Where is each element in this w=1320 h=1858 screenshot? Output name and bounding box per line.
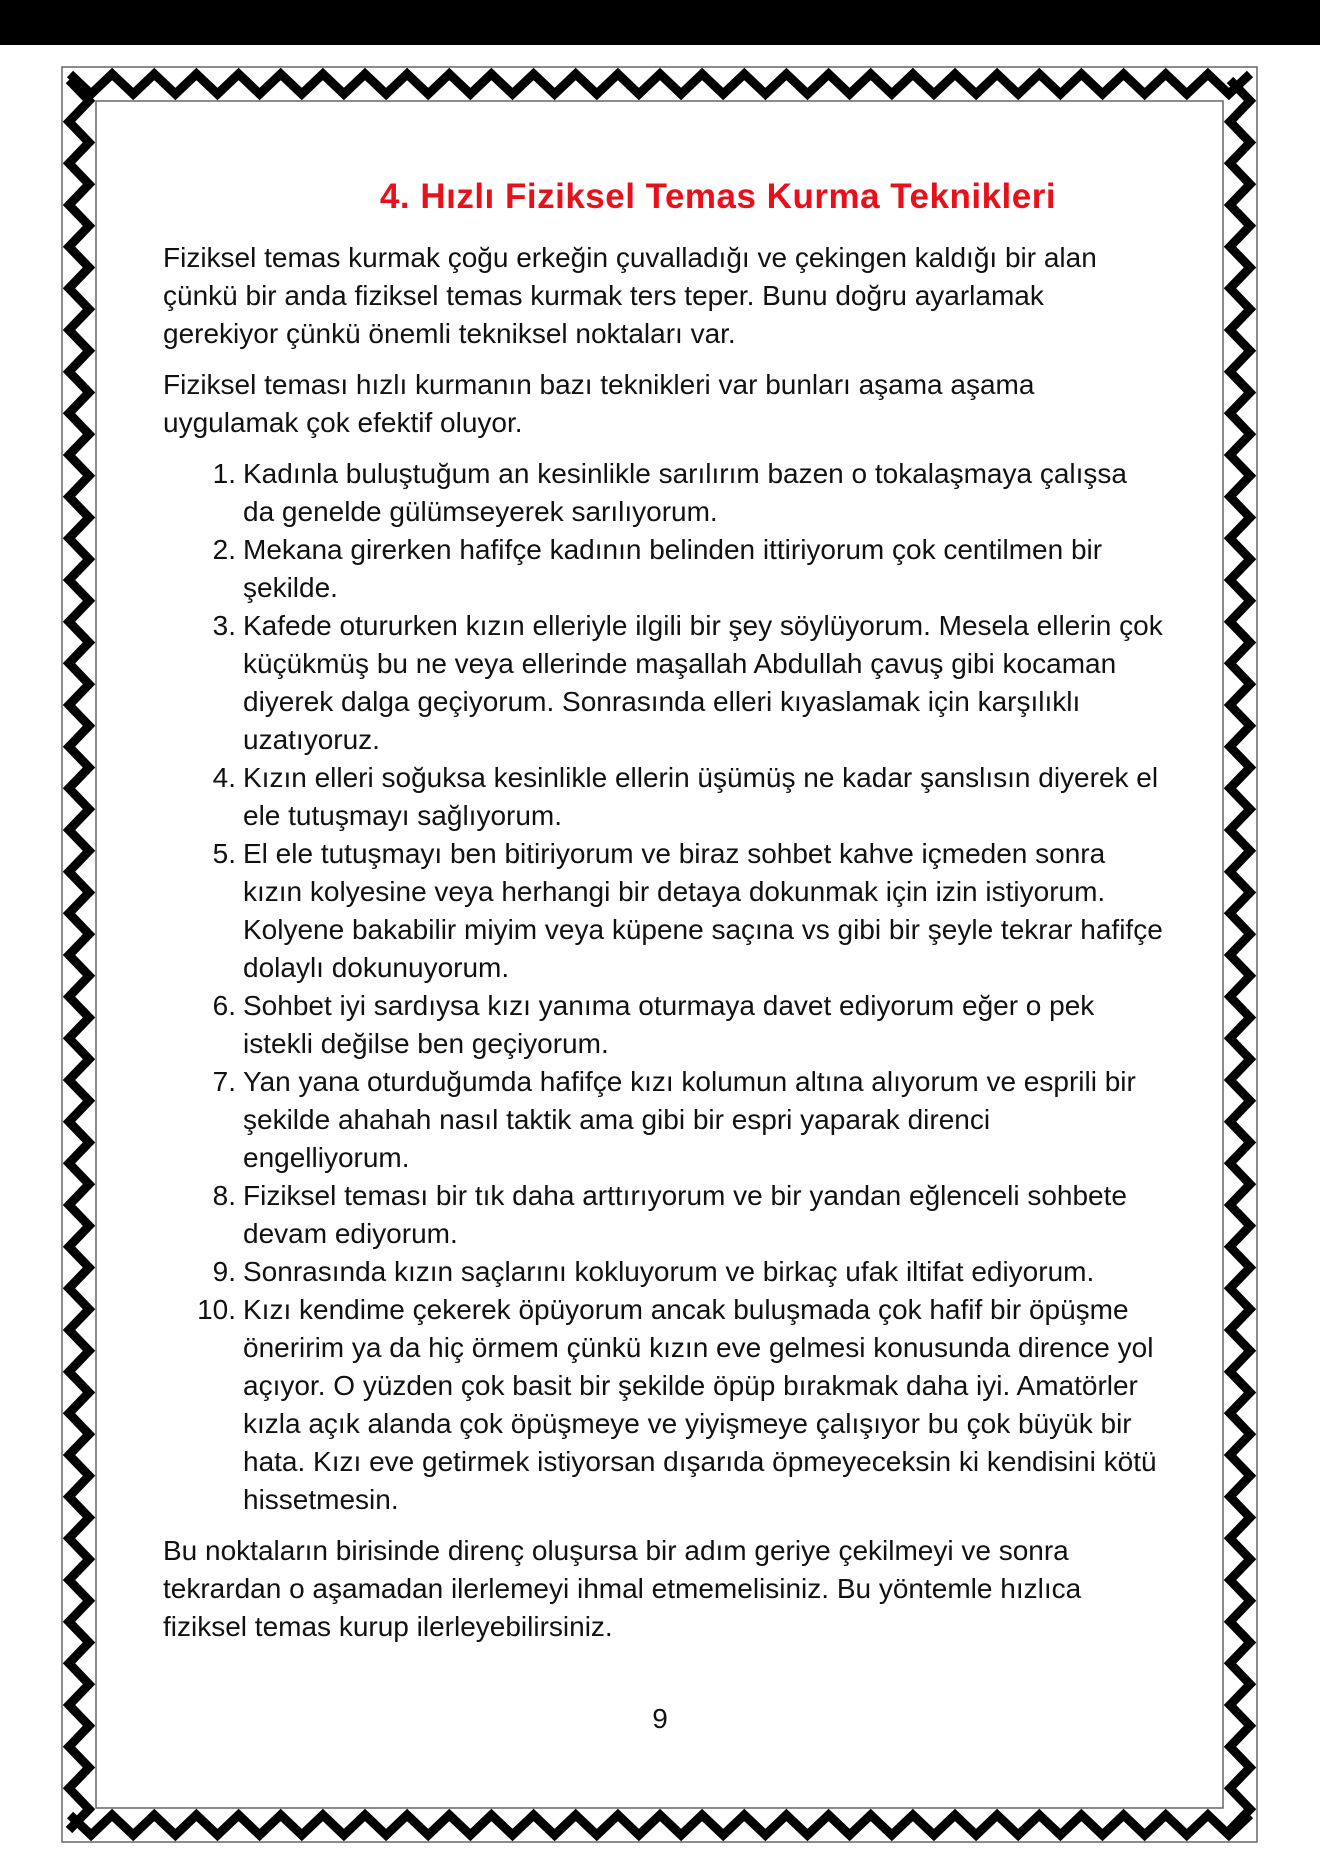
list-item-number: 4. bbox=[212, 762, 236, 793]
list-item bbox=[163, 455, 1163, 531]
list-item-text: Fiziksel teması bir tık daha arttırıyorum ve bir yandan eğlenceli sohbete devam ediyorum. bbox=[243, 1180, 1127, 1249]
technique-list bbox=[163, 455, 1163, 1519]
list-item-number: 6. bbox=[212, 990, 236, 1021]
list-item bbox=[163, 759, 1163, 835]
list-item bbox=[163, 987, 1163, 1063]
list-item bbox=[163, 1291, 1163, 1519]
list-item-number: 3. bbox=[212, 610, 236, 641]
list-item bbox=[163, 1177, 1163, 1253]
list-item-text: Yan yana oturduğumda hafifçe kızı kolumun altına alıyorum ve esprili bir şekilde ahahah nasıl taktik ama gibi bir espri yaparak direnci engelliyorum. bbox=[243, 1066, 1136, 1173]
section-title: 4. Hızlı Fiziksel Temas Kurma Teknikleri bbox=[379, 177, 1057, 216]
list-item bbox=[163, 531, 1163, 607]
list-item-text: El ele tutuşmayı ben bitiriyorum ve biraz sohbet kahve içmeden sonra kızın kolyesine veya herhangi bir detaya dokunmak için izin istiyorum. Kolyene bakabilir miyim veya küpene saçına vs gibi bir şeyle tekrar hafifçe dolaylı dokunuyorum. bbox=[243, 838, 1163, 983]
list-item-text: Mekana girerken hafifçe kadının belinden ittiriyorum çok centilmen bir şekilde. bbox=[243, 534, 1103, 603]
list-item-number: 7. bbox=[212, 1066, 236, 1097]
border-right-zigzag bbox=[1230, 80, 1250, 1830]
page-content bbox=[163, 175, 1163, 1659]
list-item-number: 9. bbox=[212, 1256, 236, 1287]
intro-paragraph-1: Fiziksel temas kurmak çoğu erkeğin çuvalladığı ve çekingen kaldığı bir alan çünkü bir anda fiziksel temas kurmak ters teper. Bunu doğru ayarlamak gerekiyor çünkü önemli tekniksel noktaları var. bbox=[163, 242, 1097, 349]
list-item-text: Kadınla buluştuğum an kesinlikle sarılırım bazen o tokalaşmaya çalışsa da genelde gülümseyerek sarılıyorum. bbox=[243, 458, 1127, 527]
list-item-number: 10. bbox=[197, 1294, 236, 1325]
list-item-number: 5. bbox=[212, 838, 236, 869]
list-item bbox=[163, 1253, 1163, 1291]
list-item-number: 8. bbox=[212, 1180, 236, 1211]
list-item bbox=[163, 835, 1163, 987]
list-item-text: Kafede otururken kızın elleriyle ilgili bir şey söylüyorum. Mesela ellerin çok küçükmüş bu ne veya ellerinde maşallah Abdullah çavuş gibi kocaman diyerek dalga geçiyorum. Sonrasında elleri kıyaslamak için karşılıklı uzatıyoruz. bbox=[243, 610, 1163, 755]
list-item-number: 2. bbox=[212, 534, 236, 565]
closing-paragraph: Bu noktaların birisinde direnç oluşursa bir adım geriye çekilmeyi ve sonra tekrardan o aşamadan ilerlemeyi ihmal etmemelisiniz. Bu yöntemle hızlıca fiziksel temas kurup ilerleyebilirsiniz. bbox=[163, 1535, 1082, 1642]
list-item bbox=[163, 607, 1163, 759]
intro-paragraph-2: Fiziksel teması hızlı kurmanın bazı teknikleri var bunları aşama aşama uygulamak çok efektif oluyor. bbox=[163, 369, 1035, 438]
list-item-text: Kızı kendime çekerek öpüyorum ancak buluşmada çok hafif bir öpüşme öneririm ya da hiç örmem çünkü kızın eve gelmesi konusunda dirence yol açıyor. O yüzden çok basit bir şekilde öpüp bırakmak daha iyi. Amatörler kızla açık alanda çok öpüşmeye ve yiyişmeye çalışıyor bu çok büyük bir hata. Kızı eve getirmek istiyorsan dışarıda öpmeyeceksin ki kendisini kötü hissetmesin. bbox=[243, 1294, 1157, 1515]
list-item-text: Sonrasında kızın saçlarını kokluyorum ve birkaç ufak iltifat ediyorum. bbox=[243, 1256, 1095, 1287]
list-item-text: Kızın elleri soğuksa kesinlikle ellerin üşümüş ne kadar şanslısın diyerek el ele tutuşmayı sağlıyorum. bbox=[243, 762, 1159, 831]
border-left-zigzag bbox=[69, 80, 89, 1830]
border-top-zigzag bbox=[70, 74, 1250, 94]
border-bottom-zigzag bbox=[70, 1815, 1250, 1835]
list-item bbox=[163, 1063, 1163, 1177]
document-page bbox=[0, 45, 1320, 1858]
list-item-number: 1. bbox=[212, 458, 236, 489]
page-number: 9 bbox=[652, 1703, 668, 1734]
list-item-text: Sohbet iyi sardıysa kızı yanıma oturmaya davet ediyorum eğer o pek istekli değilse ben geçiyorum. bbox=[243, 990, 1095, 1059]
